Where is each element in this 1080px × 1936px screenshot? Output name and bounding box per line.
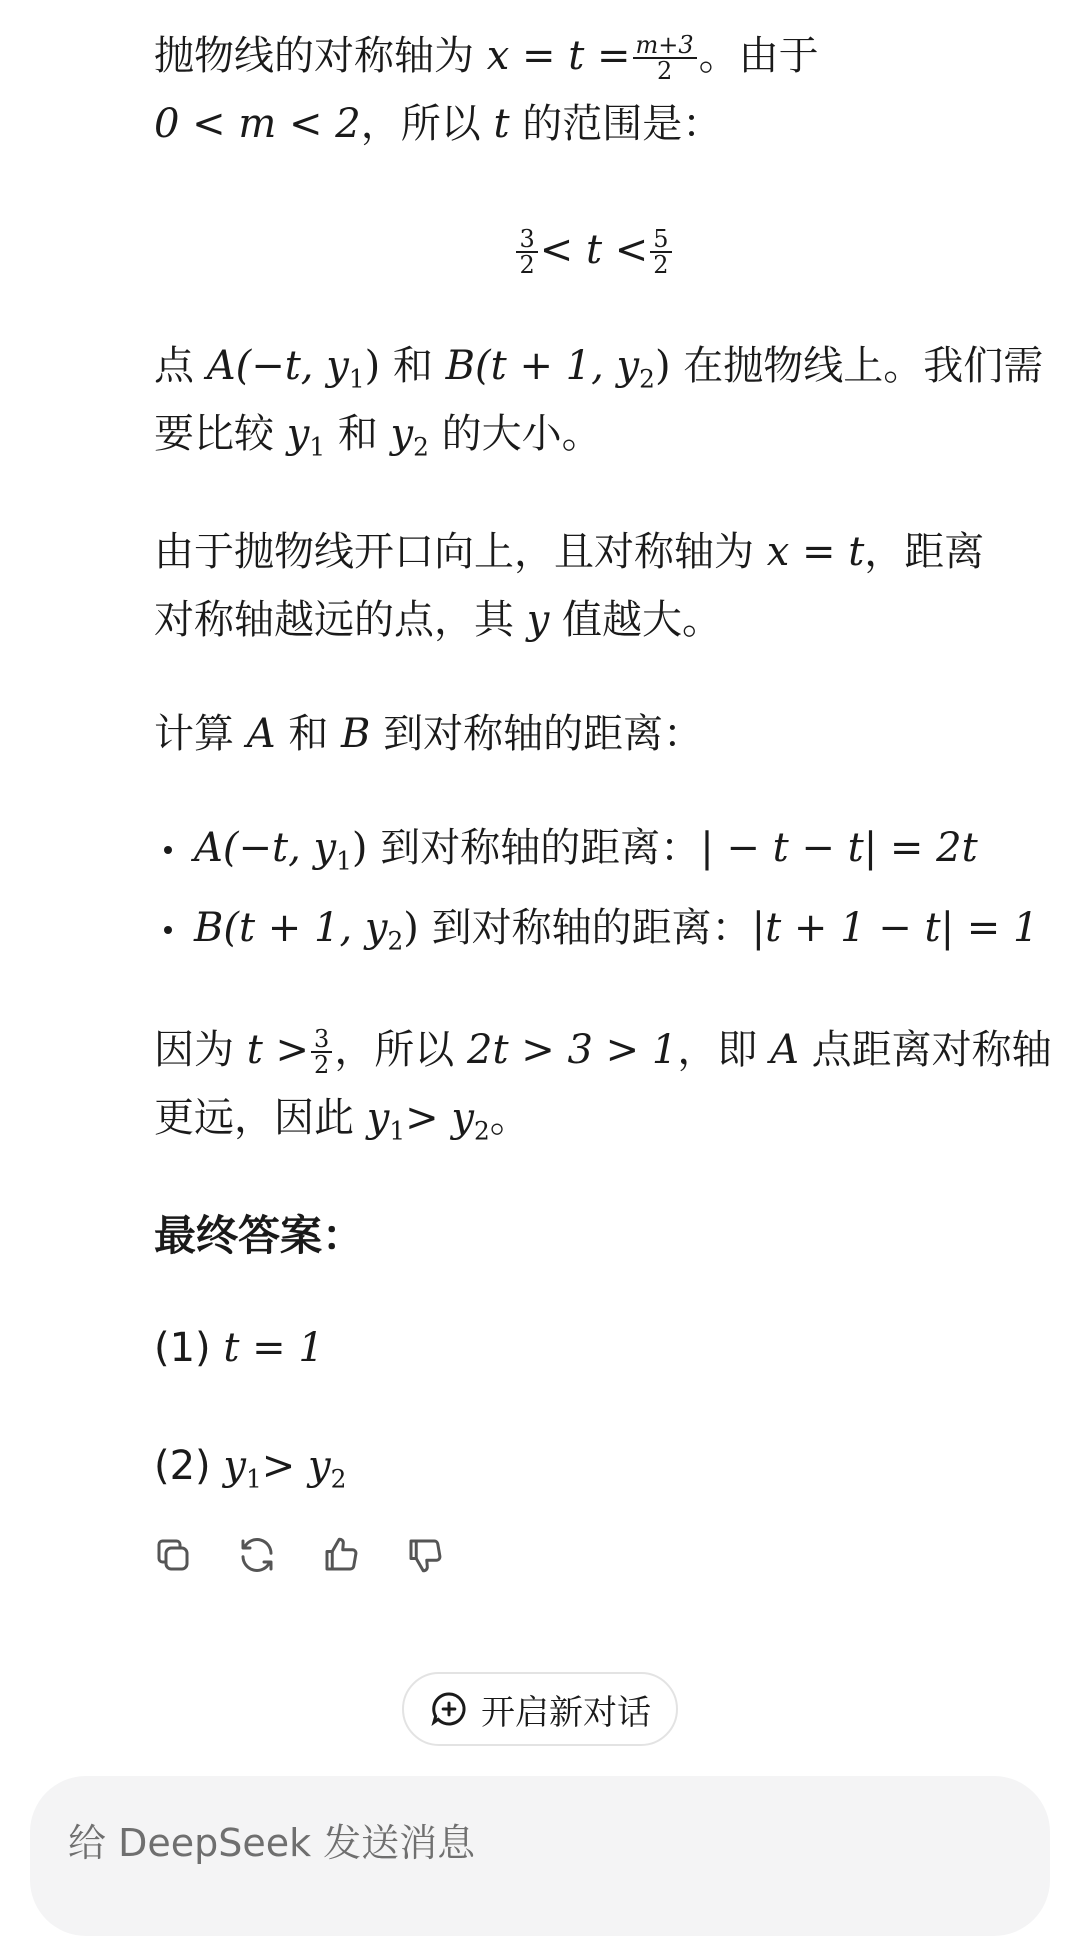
math: ) — [403, 905, 419, 951]
thumbs-down-icon — [404, 1534, 446, 1576]
fraction — [633, 33, 697, 83]
text: 到对称轴的距离： — [367, 825, 701, 871]
text: 值越大。 — [549, 597, 723, 643]
text-line — [154, 406, 602, 476]
math: > y — [261, 1443, 331, 1489]
display-equation — [154, 220, 1034, 280]
text: 对称轴越远的点，其 — [154, 597, 527, 643]
subscript: 2 — [387, 926, 404, 956]
text-line — [154, 1090, 530, 1160]
text: 到对称轴的距离： — [418, 905, 752, 951]
subscript: 1 — [348, 364, 365, 394]
answer-label: (1) — [154, 1325, 224, 1371]
answer-label: (2) — [154, 1443, 224, 1489]
math: ) — [351, 825, 368, 871]
text: 点距离对称轴 — [798, 1027, 1052, 1073]
text: ，所以 — [334, 1027, 468, 1073]
math: y — [390, 411, 414, 457]
text: 。由于 — [698, 33, 819, 79]
text: 因为 — [154, 1027, 247, 1073]
math: < t < — [539, 227, 649, 273]
text: ，距离 — [864, 529, 985, 575]
new-chat-icon — [429, 1689, 469, 1729]
text: 和 — [275, 711, 342, 757]
bullet-dot — [164, 926, 172, 934]
math: t = 1 — [223, 1325, 324, 1371]
text: 计算 — [154, 711, 247, 757]
like-button[interactable] — [318, 1532, 364, 1578]
text-line — [154, 1022, 1052, 1078]
composer-placeholder: 给 DeepSeek 发送消息 — [68, 1821, 476, 1865]
math: B(t + 1, y — [194, 905, 388, 951]
fraction-numerator: 3 — [311, 1027, 332, 1053]
text-line — [154, 96, 722, 152]
new-chat-button[interactable] — [402, 1672, 678, 1746]
subscript: 2 — [413, 432, 429, 462]
bullet-dot — [164, 846, 172, 854]
text: 到对称轴的距离： — [370, 711, 704, 757]
copy-button[interactable] — [150, 1532, 196, 1578]
math: t > — [246, 1027, 310, 1073]
answer-1 — [154, 1320, 324, 1376]
math: y — [366, 1095, 390, 1141]
fraction-denominator: 2 — [314, 1051, 330, 1079]
text-line — [154, 28, 819, 84]
text: 更远，因此 — [154, 1095, 367, 1141]
text: 抛物线的对称轴为 — [154, 33, 487, 79]
math: A — [246, 711, 276, 757]
answer-2 — [154, 1438, 346, 1508]
math: ) — [364, 343, 381, 389]
math: x = t — [766, 529, 865, 575]
text: 和 — [380, 343, 446, 389]
regenerate-button[interactable] — [234, 1532, 280, 1578]
math: B — [341, 711, 371, 757]
math: 0 < m < 2 — [154, 101, 361, 147]
list-item — [164, 900, 1038, 970]
math: A(−t, y — [206, 343, 349, 389]
list-item — [164, 820, 978, 890]
text: 点 — [154, 343, 207, 389]
math: y — [526, 597, 550, 643]
math: t — [493, 101, 510, 147]
fraction-numerator: m+3 — [633, 33, 697, 59]
math: |t + 1 − t| = 1 — [751, 905, 1039, 951]
fraction-denominator: 2 — [519, 251, 535, 279]
subscript: 2 — [330, 1464, 347, 1494]
fraction — [516, 227, 537, 277]
fraction-denominator: 2 — [656, 57, 673, 85]
math: x = t = — [486, 33, 631, 79]
final-answer-heading: 最终答案： — [154, 1211, 365, 1260]
text-line — [154, 338, 1043, 408]
math: y — [223, 1443, 246, 1489]
fraction-numerator: 5 — [650, 227, 671, 253]
new-chat-label: 开启新对话 — [481, 1692, 651, 1733]
math: | − t − t| = 2t — [700, 825, 978, 871]
math: ) — [654, 343, 671, 389]
fraction-numerator: 3 — [516, 227, 537, 253]
subscript: 1 — [309, 432, 326, 462]
math: B(t + 1, y — [445, 343, 640, 389]
math: A(−t, y — [194, 825, 337, 871]
fraction-denominator: 2 — [653, 251, 669, 279]
subscript: 2 — [639, 364, 655, 394]
subscript: 1 — [336, 846, 352, 876]
message-composer[interactable] — [30, 1776, 1050, 1936]
math: 2t > 3 > 1 — [467, 1027, 678, 1073]
subscript: 2 — [473, 1116, 490, 1146]
text-line — [154, 592, 722, 648]
subscript: 1 — [245, 1464, 262, 1494]
math: > y — [405, 1095, 474, 1141]
text: ，即 — [677, 1027, 771, 1073]
thumbs-up-icon — [320, 1534, 362, 1576]
text: ，所以 — [360, 101, 494, 147]
subscript: 1 — [389, 1116, 406, 1146]
math: y — [286, 411, 310, 457]
text-line — [154, 524, 984, 580]
message-actions — [150, 1532, 448, 1578]
text: 由于抛物线开口向上，且对称轴为 — [154, 529, 767, 575]
text: 要比较 — [154, 411, 287, 457]
copy-icon — [152, 1534, 194, 1576]
text: 。 — [489, 1095, 530, 1141]
dislike-button[interactable] — [402, 1532, 448, 1578]
regenerate-icon — [236, 1534, 278, 1576]
text: 的大小。 — [428, 411, 602, 457]
text: 的范围是： — [509, 101, 723, 147]
fraction — [311, 1027, 332, 1077]
math: A — [770, 1027, 799, 1073]
text: 和 — [325, 411, 391, 457]
text-line — [154, 706, 703, 762]
text: 在抛物线上。我们需 — [670, 343, 1044, 389]
fraction — [650, 227, 671, 277]
